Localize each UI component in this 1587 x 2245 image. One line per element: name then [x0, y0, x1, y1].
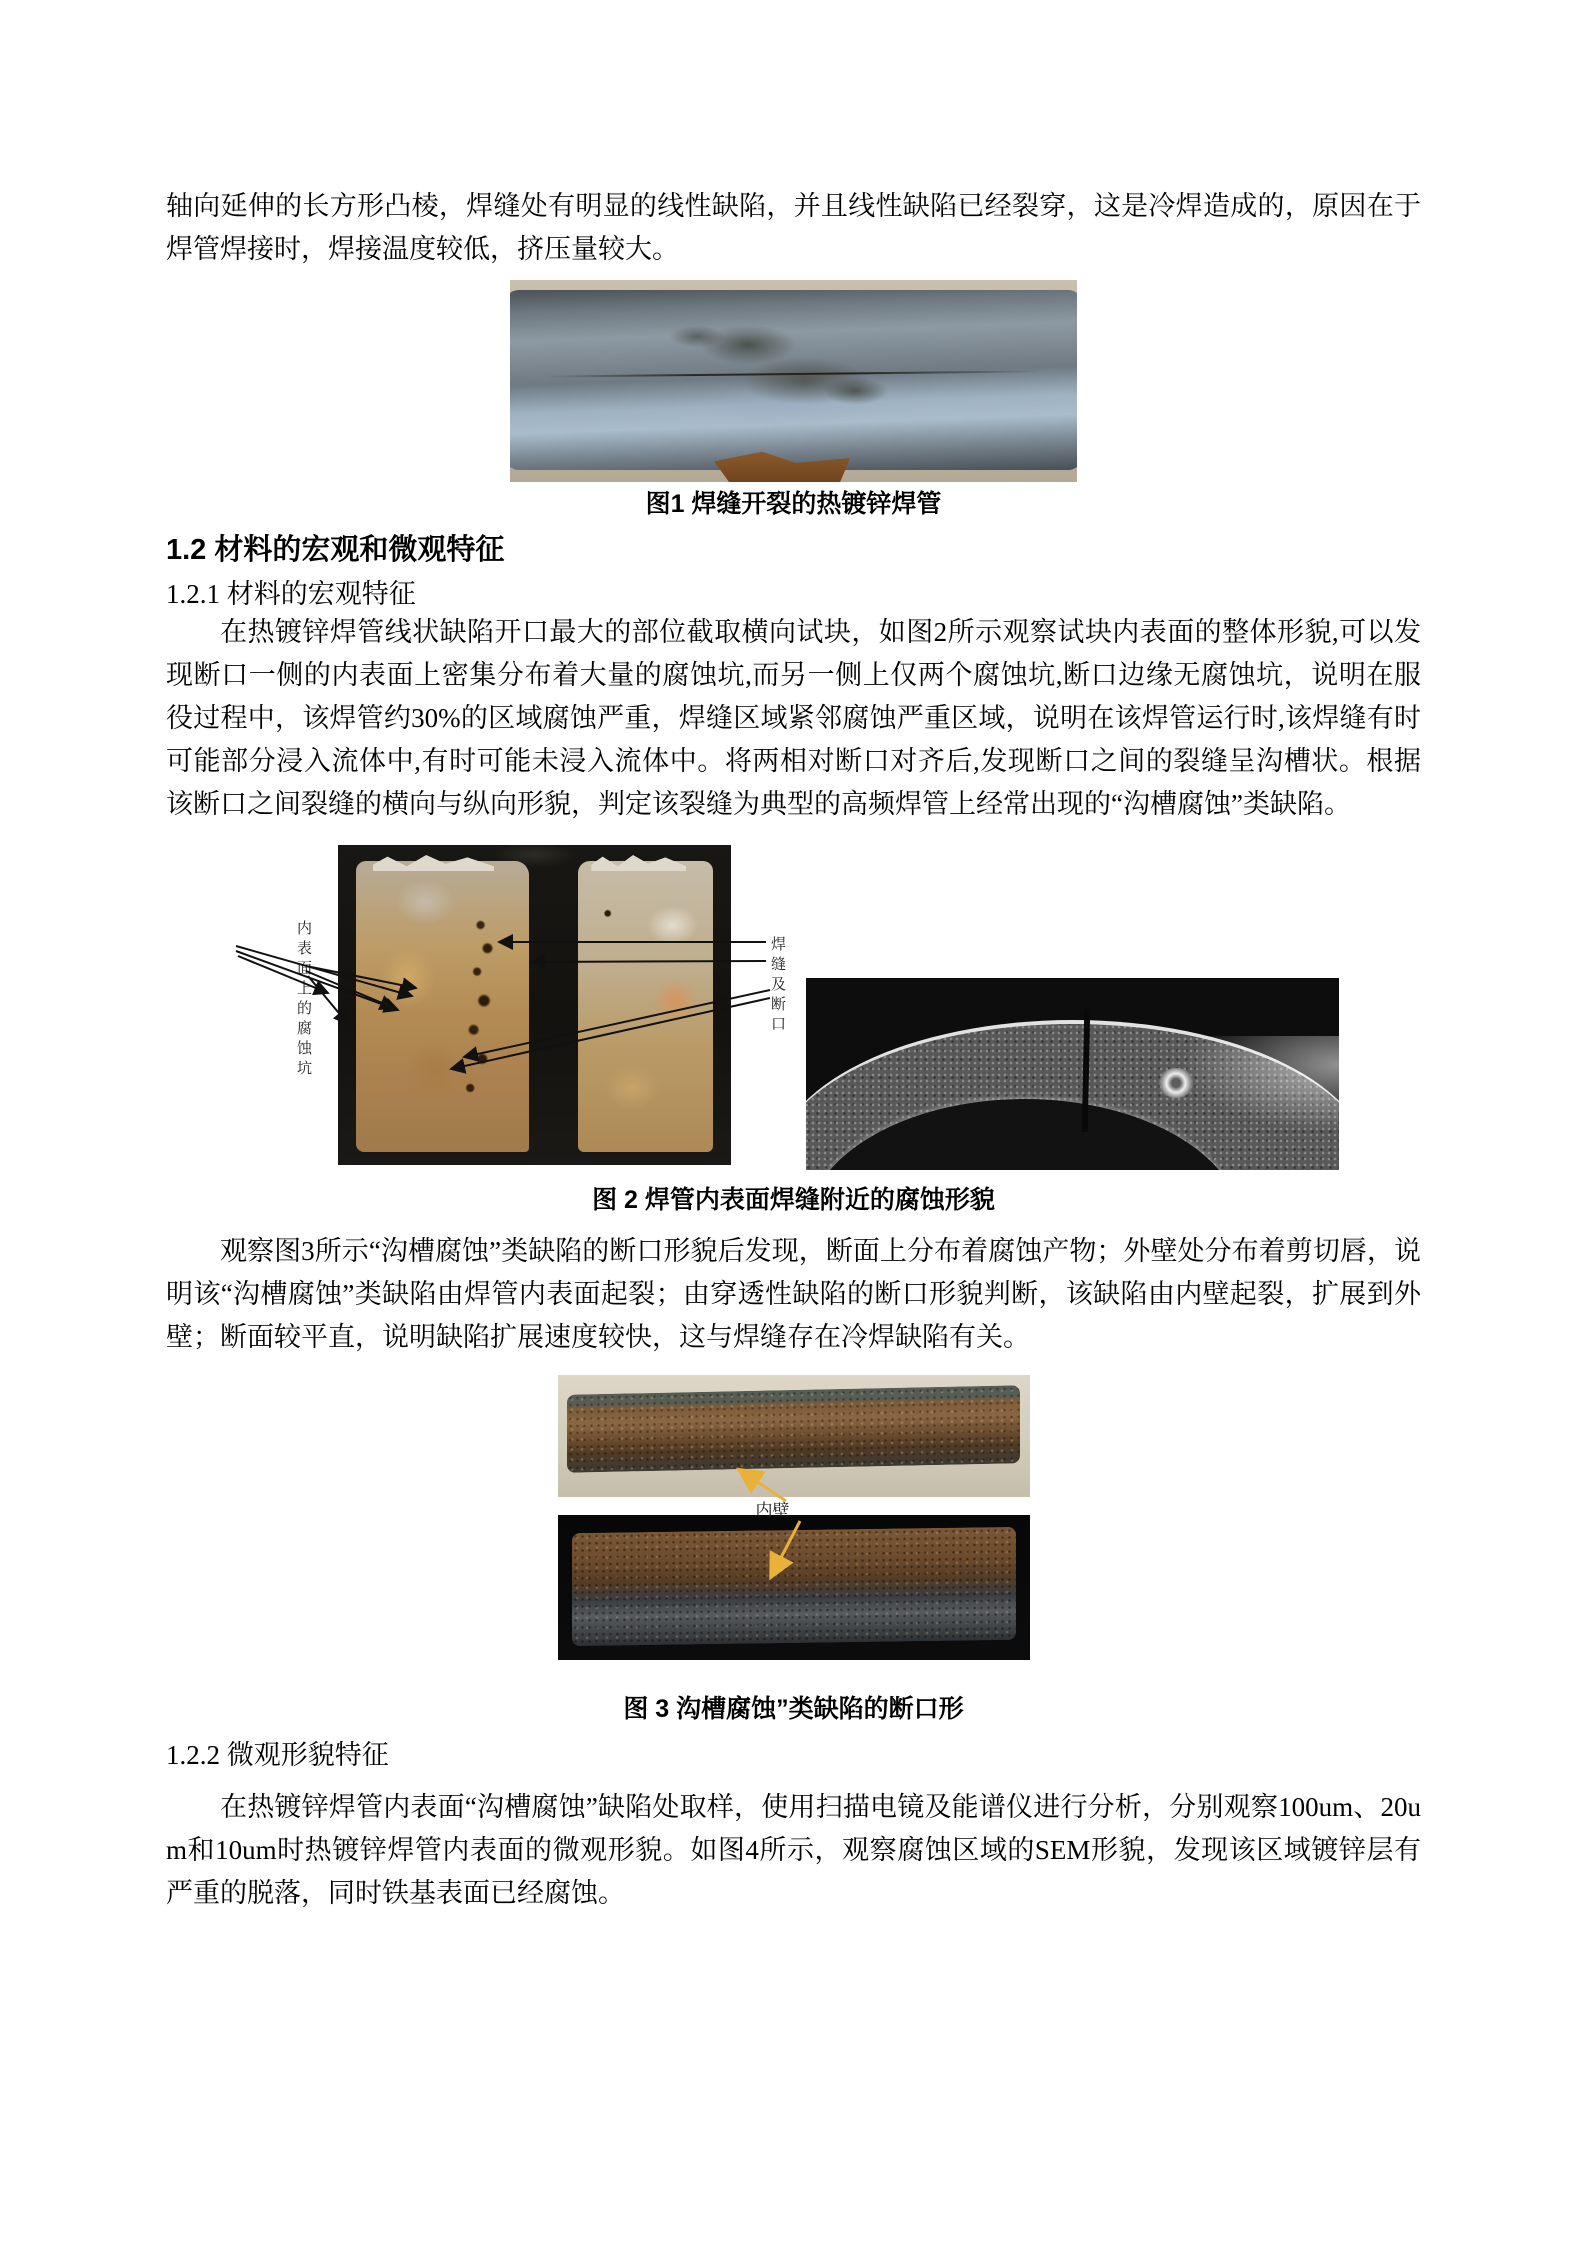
section-heading-1-2: 1.2 材料的宏观和微观特征	[166, 534, 505, 566]
figure-3-caption: 图 3 沟槽腐蚀”类缺陷的断口形	[623, 1695, 964, 1723]
figure-1-caption: 图1 焊缝开裂的热镀锌焊管	[645, 490, 942, 518]
sem-bright-blob	[1158, 1068, 1194, 1098]
fracture-strip-right	[578, 861, 714, 1152]
paragraph-continuation: 轴向延伸的长方形凸棱，焊缝处有明显的线性缺陷，并且线性缺陷已经裂穿，这是冷焊造成的，原因在于焊管焊接时，焊接温度较低，挤压量较大。	[166, 191, 1421, 264]
paragraph-micro-features: 在热镀锌焊管内表面“沟槽腐蚀”缺陷处取样，使用扫描电镜及能谱仪进行分析，分别观察100um、20um和10um时热镀锌焊管内表面的微观形貌。如图4所示，观察腐蚀区域的SEM形貌，发现该区域镀锌层有严重的脱落，同时铁基表面已经腐蚀。	[166, 1792, 1421, 1908]
figure-2-left-annotation-label: 内表面上的腐蚀坑	[295, 920, 311, 1080]
figure-1-pipe-photo	[510, 280, 1077, 482]
paragraph-groove-corrosion: 观察图3所示“沟槽腐蚀”类缺陷的断口形貌后发现，断面上分布着腐蚀产物；外壁处分布着剪切唇，说明该“沟槽腐蚀”类缺陷由焊管内表面起裂；由穿透性缺陷的断口形貌判断，该缺陷由内壁起裂，扩展到外壁；断面较平直，说明缺陷扩展速度较快，这与焊缝存在冷焊缺陷有关。	[166, 1236, 1421, 1352]
figure-3-top-photo	[558, 1375, 1030, 1497]
section-heading-1-2-2: 1.2.2 微观形貌特征	[166, 1740, 389, 1770]
sem-bright-edge	[1179, 1036, 1339, 1132]
fracture-bar-image	[567, 1385, 1020, 1473]
inner-wall-label: 内壁	[755, 1501, 790, 1520]
figure-3-bottom-photo	[558, 1515, 1030, 1660]
section-heading-1-2-1: 1.2.1 材料的宏观特征	[166, 579, 416, 609]
figure-2-fracture-strips-photo	[338, 845, 731, 1165]
figure-2-right-annotation-label: 焊缝及断口	[769, 936, 785, 1036]
pipe-corrosion-smudge	[510, 280, 1077, 482]
paragraph-macro-features: 在热镀锌焊管线状缺陷开口最大的部位截取横向试块，如图2所示观察试块内表面的整体形貌,可以发现断口一侧的内表面上密集分布着大量的腐蚀坑,而另一侧上仅两个腐蚀坑,断口边缘无腐蚀坑，说明在服役过程中，该焊管约30%的区域腐蚀严重，焊缝区域紧邻腐蚀严重区域，说明在该焊管运行时,该焊缝有时可能部分浸入流体中,有时可能未浸入流体中。将两相对断口对齐后,发现断口之间的裂缝呈沟槽状。根据该断口之间裂缝的横向与纵向形貌，判定该裂缝为典型的高频焊管上经常出现的“沟槽腐蚀”类缺陷。	[166, 617, 1421, 819]
figure-3	[558, 1375, 1030, 1660]
strip-torn-edge	[373, 855, 494, 871]
figure-2-caption: 图 2 焊管内表面焊缝附近的腐蚀形貌	[592, 1186, 995, 1214]
page-content	[166, 0, 1421, 1915]
strip-torn-edge	[591, 855, 686, 871]
figure-2-sem-cross-section-photo	[806, 978, 1339, 1170]
fracture-bar-image	[572, 1526, 1016, 1645]
fracture-strip-left	[356, 861, 529, 1152]
figure-2	[166, 838, 1421, 1178]
